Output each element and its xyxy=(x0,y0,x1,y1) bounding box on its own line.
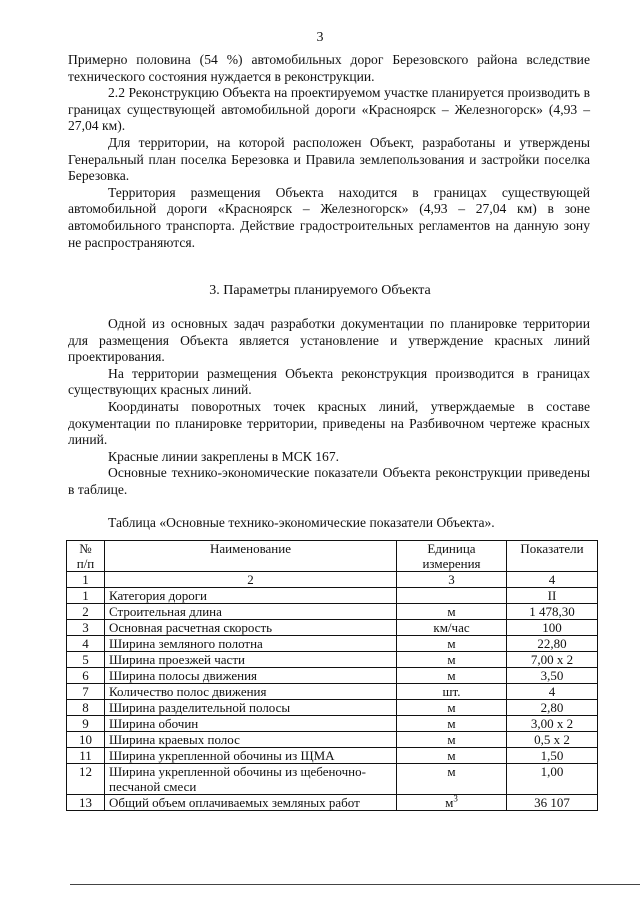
paragraph: Координаты поворотных точек красных линий, утверждаемые в составе документации по планировке территории, приведены на Разбивочном чертеже красных линий. xyxy=(68,398,590,448)
row-unit-text: м xyxy=(447,732,456,747)
table-row xyxy=(67,795,598,811)
row-number-text: 7 xyxy=(82,684,89,699)
row-number-text: 4 xyxy=(82,636,89,651)
row-unit-text: м xyxy=(447,764,456,779)
row-unit xyxy=(397,684,507,700)
row-name xyxy=(105,668,397,684)
table-row xyxy=(67,588,598,604)
paragraph: 2.2 Реконструкцию Объекта на проектируемом участке планируется производить в границах существующей автомобильной дороги «Красноярск – Железногорск» (4,93 – 27,04 км). xyxy=(68,85,590,134)
paragraph: Примерно половина (54 %) автомобильных дорог Березовского района вследствие технического состояния нуждается в реконструкции. xyxy=(68,52,590,84)
row-unit-text: м xyxy=(447,700,456,715)
row-name xyxy=(105,748,397,764)
row-number-text: 11 xyxy=(79,748,92,763)
row-value-text: 1,50 xyxy=(540,748,564,763)
row-value xyxy=(507,716,598,732)
row-unit-text: м xyxy=(445,795,454,810)
row-unit xyxy=(397,588,507,604)
paragraph: Территория размещения Объекта находится в границах существующей автомобильной дороги «Красноярск – Железногорск» (4,93 – 27,04 км) в зоне автомобильного транспорта. Действие градостроительных регламентов на данную зону не распространяются. xyxy=(68,184,590,250)
row-unit xyxy=(397,795,507,811)
row-number-text: 6 xyxy=(82,668,89,683)
header-unit-line1: Единица xyxy=(427,541,476,556)
row-unit xyxy=(397,636,507,652)
row-number xyxy=(67,732,105,748)
row-value-text: 7,00 х 2 xyxy=(530,652,574,667)
row-number-text: 3 xyxy=(82,620,89,635)
row-number-text: 2 xyxy=(82,604,89,619)
unit-superscript: 3 xyxy=(453,793,458,804)
row-value-text: II xyxy=(547,588,557,603)
row-name xyxy=(105,684,397,700)
paragraph: На территории размещения Объекта реконструкция производится в границах существующих красных линий. xyxy=(68,365,590,398)
row-name-text: Строительная длина xyxy=(109,604,222,619)
row-name-text: Ширина земляного полотна xyxy=(109,636,263,651)
paragraph: Для территории, на которой расположен Объект, разработаны и утверждены Генеральный план поселка Березовка и Правила землепользования и застройки поселка Березовка. xyxy=(68,134,590,184)
row-number xyxy=(67,668,105,684)
table-row xyxy=(67,652,598,668)
table-caption: Таблица «Основные технико-экономические показатели Объекта». xyxy=(108,515,495,530)
row-value xyxy=(507,732,598,748)
paragraph: Красные линии закреплены в МСК 167. xyxy=(108,448,340,464)
row-value xyxy=(507,748,598,764)
row-unit xyxy=(397,700,507,716)
row-unit xyxy=(397,620,507,636)
column-number: 4 xyxy=(507,572,598,588)
row-unit xyxy=(397,764,507,795)
table-header-row xyxy=(67,541,598,572)
row-number-text: 5 xyxy=(82,652,89,667)
row-number xyxy=(67,795,105,811)
row-value xyxy=(507,764,598,795)
row-number xyxy=(67,716,105,732)
row-unit xyxy=(397,716,507,732)
row-name xyxy=(105,588,397,604)
row-unit-text: м xyxy=(447,604,456,619)
row-value-text: 36 107 xyxy=(534,795,570,810)
row-unit-text: км/час xyxy=(433,620,470,635)
table-row xyxy=(67,668,598,684)
paragraph: Одной из основных задач разработки документации по планировке территории для размещения Объекта является установление и утверждение красных линий проектирования. xyxy=(68,316,590,365)
parameters-table xyxy=(66,540,598,811)
row-value xyxy=(507,700,598,716)
row-unit xyxy=(397,652,507,668)
row-value xyxy=(507,668,598,684)
row-name xyxy=(105,732,397,748)
row-name xyxy=(105,700,397,716)
row-unit xyxy=(397,668,507,684)
row-name-text: Категория дороги xyxy=(109,588,207,603)
row-name xyxy=(105,620,397,636)
header-number-line1: № xyxy=(79,541,92,556)
row-value xyxy=(507,588,598,604)
row-unit-text: м xyxy=(447,668,456,683)
row-value-text: 2,80 xyxy=(540,700,564,715)
row-name xyxy=(105,604,397,620)
row-value xyxy=(507,795,598,811)
row-value-text: 4 xyxy=(548,684,556,699)
row-name-text: Ширина обочин xyxy=(109,716,199,731)
table-row xyxy=(67,620,598,636)
row-number xyxy=(67,620,105,636)
row-value-text: 1 478,30 xyxy=(529,604,575,619)
row-value-text: 22,80 xyxy=(537,636,567,651)
row-name-text: Ширина укрепленной обочины из щебеночно-песчаной смеси xyxy=(109,764,366,794)
row-name-text: Ширина проезжей части xyxy=(109,652,245,667)
row-name-text: Общий объем оплачиваемых земляных работ xyxy=(109,795,360,810)
row-number xyxy=(67,652,105,668)
paragraph: Основные технико-экономические показатели Объекта реконструкции приведены в таблице. xyxy=(68,465,590,497)
header-name: Наименование xyxy=(105,541,397,572)
table-row xyxy=(67,700,598,716)
table-row xyxy=(67,684,598,700)
table-row xyxy=(67,732,598,748)
row-name-text: Основная расчетная скорость xyxy=(109,620,273,635)
row-unit xyxy=(397,732,507,748)
row-number xyxy=(67,684,105,700)
table-row xyxy=(67,604,598,620)
row-name xyxy=(105,795,397,811)
row-number xyxy=(67,588,105,604)
header-number-line2: п/п xyxy=(76,556,95,571)
row-value-text: 3,00 х 2 xyxy=(530,716,574,731)
table-row xyxy=(67,764,598,795)
header-value: Показатели xyxy=(507,541,598,572)
row-value-text: 0,5 х 2 xyxy=(534,732,570,747)
row-unit-text: шт. xyxy=(442,684,461,699)
row-number-text: 12 xyxy=(79,764,92,779)
column-number: 1 xyxy=(67,572,105,588)
table-row xyxy=(67,636,598,652)
row-value-text: 1,00 xyxy=(540,764,564,779)
header-unit-line2: измерения xyxy=(422,556,481,571)
row-value xyxy=(507,636,598,652)
row-number xyxy=(67,604,105,620)
row-value xyxy=(507,652,598,668)
header-unit xyxy=(397,541,507,572)
row-value-text: 100 xyxy=(542,620,562,635)
row-unit-text: м xyxy=(447,748,456,763)
row-name xyxy=(105,716,397,732)
row-name-text: Ширина полосы движения xyxy=(109,668,258,683)
row-number-text: 8 xyxy=(82,700,89,715)
row-name-text: Ширина разделительной полосы xyxy=(109,700,291,715)
row-unit-text: м xyxy=(447,636,456,651)
body-text-top xyxy=(68,52,590,251)
row-unit xyxy=(397,748,507,764)
row-unit-text: м xyxy=(447,652,456,667)
row-name-text: Ширина краевых полос xyxy=(109,732,240,747)
row-unit xyxy=(397,604,507,620)
row-name xyxy=(105,652,397,668)
row-number-text: 10 xyxy=(79,732,92,747)
row-value xyxy=(507,684,598,700)
row-number xyxy=(67,636,105,652)
table-row xyxy=(67,748,598,764)
page-number: 3 xyxy=(316,30,324,45)
bottom-rule xyxy=(70,884,640,885)
row-number-text: 1 xyxy=(82,588,89,603)
row-value xyxy=(507,620,598,636)
row-name-text: Ширина укрепленной обочины из ЩМА xyxy=(109,748,335,763)
column-number-row xyxy=(67,572,598,588)
row-name xyxy=(105,636,397,652)
column-number: 3 xyxy=(397,572,507,588)
table-row xyxy=(67,716,598,732)
row-value xyxy=(507,604,598,620)
row-number-text: 9 xyxy=(82,716,89,731)
row-name-text: Количество полос движения xyxy=(109,684,267,699)
row-number-text: 13 xyxy=(79,795,92,810)
header-number xyxy=(67,541,105,572)
body-text-section xyxy=(68,316,590,499)
row-number xyxy=(67,700,105,716)
row-value-text: 3,50 xyxy=(540,668,564,683)
row-unit-text: м xyxy=(447,716,456,731)
row-number xyxy=(67,748,105,764)
row-number xyxy=(67,764,105,795)
row-name xyxy=(105,764,397,795)
section-heading: 3. Параметры планируемого Объекта xyxy=(209,283,431,298)
column-number: 2 xyxy=(105,572,397,588)
